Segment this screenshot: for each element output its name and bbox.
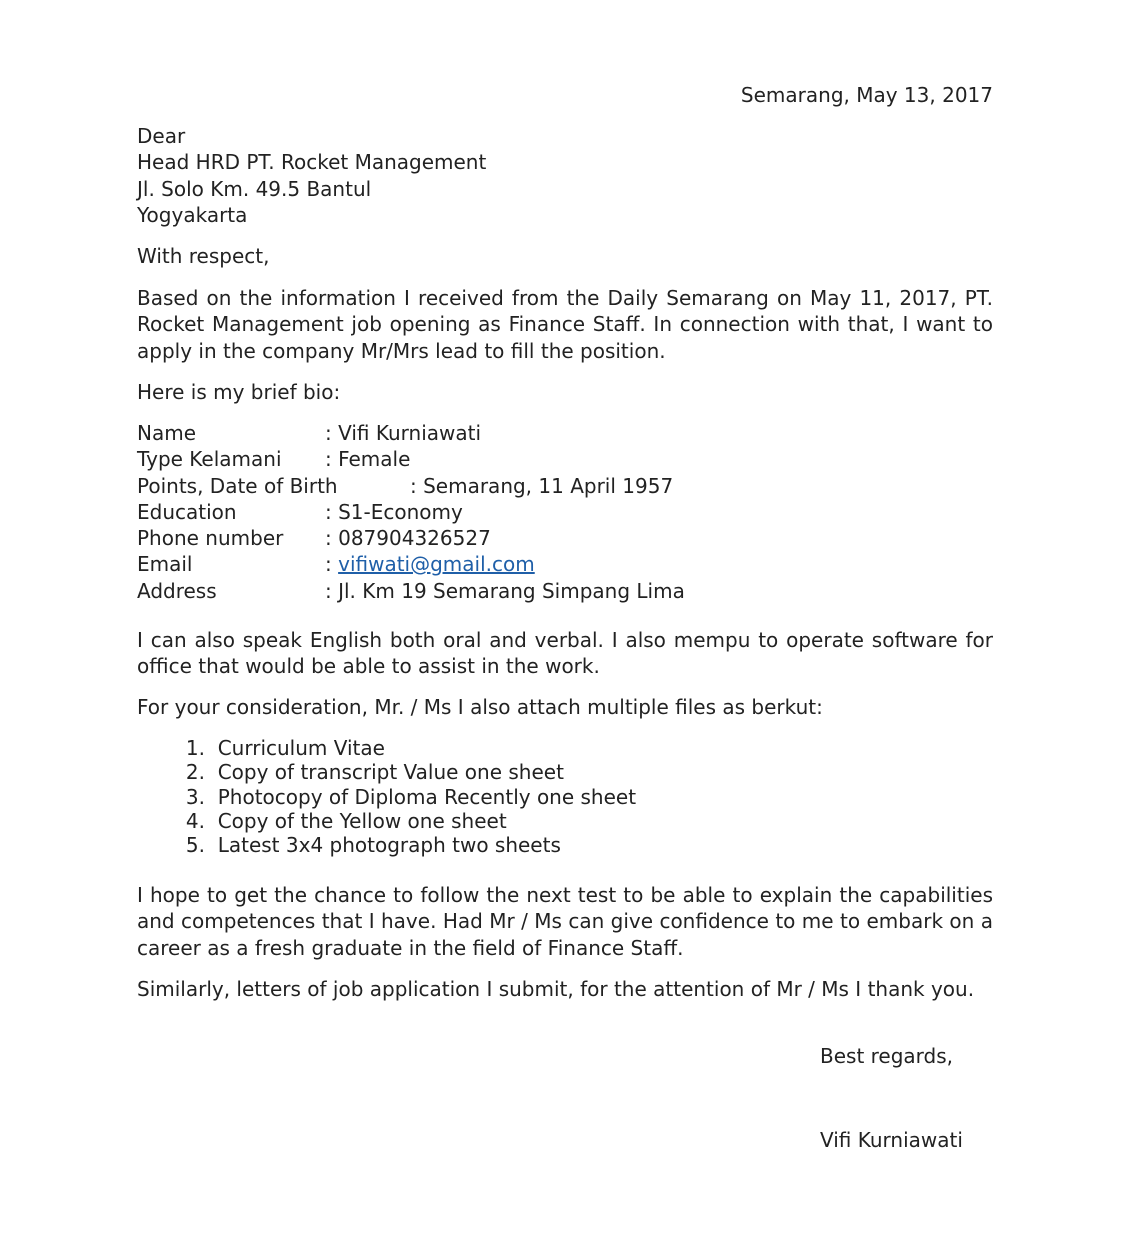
recipient-line-1: Head HRD PT. Rocket Management bbox=[137, 150, 487, 175]
bio-row-birth bbox=[137, 473, 837, 499]
bio-row-email bbox=[137, 551, 837, 577]
list-item bbox=[137, 760, 636, 784]
bio-label: Email bbox=[137, 552, 193, 577]
letter-date: Semarang, May 13, 2017 bbox=[740, 83, 993, 107]
bio-row-education bbox=[137, 499, 837, 525]
bio-label: Name bbox=[137, 421, 197, 445]
signature-name: Vifi Kurniawati bbox=[820, 1128, 963, 1152]
list-item bbox=[137, 809, 636, 833]
list-text: Latest 3x4 photograph two sheets bbox=[217, 833, 561, 858]
bio-intro: Here is my brief bio: bbox=[137, 380, 341, 404]
list-text: Curriculum Vitae bbox=[217, 736, 385, 760]
bio-value: : Jl. Km 19 Semarang Simpang Lima bbox=[325, 578, 685, 603]
paragraph-skills: I can also speak English both oral and verbal. I also mempu to operate software for office that would be able to assist in the work. bbox=[137, 628, 993, 679]
bio-label: Education bbox=[137, 499, 237, 524]
attachments-list bbox=[137, 736, 636, 857]
list-number: 2. bbox=[185, 760, 205, 785]
list-number: 5. bbox=[185, 833, 205, 858]
bio-row-gender bbox=[137, 446, 837, 472]
recipient-line-3: Yogyakarta bbox=[137, 202, 248, 227]
email-prefix: : bbox=[325, 552, 339, 577]
bio-label: Type Kelamani bbox=[137, 447, 282, 472]
bio-value: : Semarang, 11 April 1957 bbox=[410, 473, 674, 498]
bio-value: : Female bbox=[325, 447, 411, 472]
list-item bbox=[137, 736, 636, 760]
bio-label: Points, Date of Birth bbox=[137, 473, 338, 498]
list-text: Copy of transcript Value one sheet bbox=[217, 760, 564, 785]
bio-label: Phone number bbox=[137, 526, 284, 551]
closing: Best regards, bbox=[820, 1044, 954, 1068]
list-number: 3. bbox=[185, 784, 205, 809]
recipient-line-2: Jl. Solo Km. 49.5 Bantul bbox=[137, 176, 372, 201]
paragraph-hope: I hope to get the chance to follow the next test to be able to explain the capabilities and competences that I have. Had Mr / Ms can give confidence to me to embark on a career as a fresh graduate in the field of Finance Staff. bbox=[137, 883, 993, 960]
bio-row-name bbox=[137, 420, 837, 446]
recipient-block bbox=[137, 123, 486, 228]
salutation: Dear bbox=[137, 124, 186, 148]
greeting: With respect, bbox=[137, 244, 270, 268]
bio-label: Address bbox=[137, 578, 217, 603]
list-item bbox=[137, 785, 636, 809]
list-number: 1. bbox=[185, 736, 205, 760]
bio-value bbox=[325, 551, 535, 577]
bio-table bbox=[137, 420, 837, 604]
list-item bbox=[137, 833, 636, 857]
list-text: Photocopy of Diploma Recently one sheet bbox=[217, 784, 637, 809]
paragraph-attachments-intro: For your consideration, Mr. / Ms I also attach multiple files as berkut: bbox=[137, 695, 823, 719]
bio-value: : S1-Economy bbox=[325, 499, 463, 524]
bio-row-address bbox=[137, 578, 837, 604]
paragraph-thanks: Similarly, letters of job application I submit, for the attention of Mr / Ms I thank you. bbox=[137, 977, 975, 1001]
paragraph-intro: Based on the information I received from the Daily Semarang on May 11, 2017, PT. Rocket Management job opening as Finance Staff. In connection with that, I want to apply in the company Mr/Mrs lead to fill the position. bbox=[137, 286, 993, 363]
bio-row-phone bbox=[137, 525, 837, 551]
bio-value: : Vifi Kurniawati bbox=[325, 421, 482, 445]
list-text: Copy of the Yellow one sheet bbox=[217, 808, 507, 833]
bio-value: : 087904326527 bbox=[325, 526, 491, 551]
email-link[interactable]: vifiwati@gmail.com bbox=[338, 552, 535, 577]
list-number: 4. bbox=[185, 808, 205, 833]
